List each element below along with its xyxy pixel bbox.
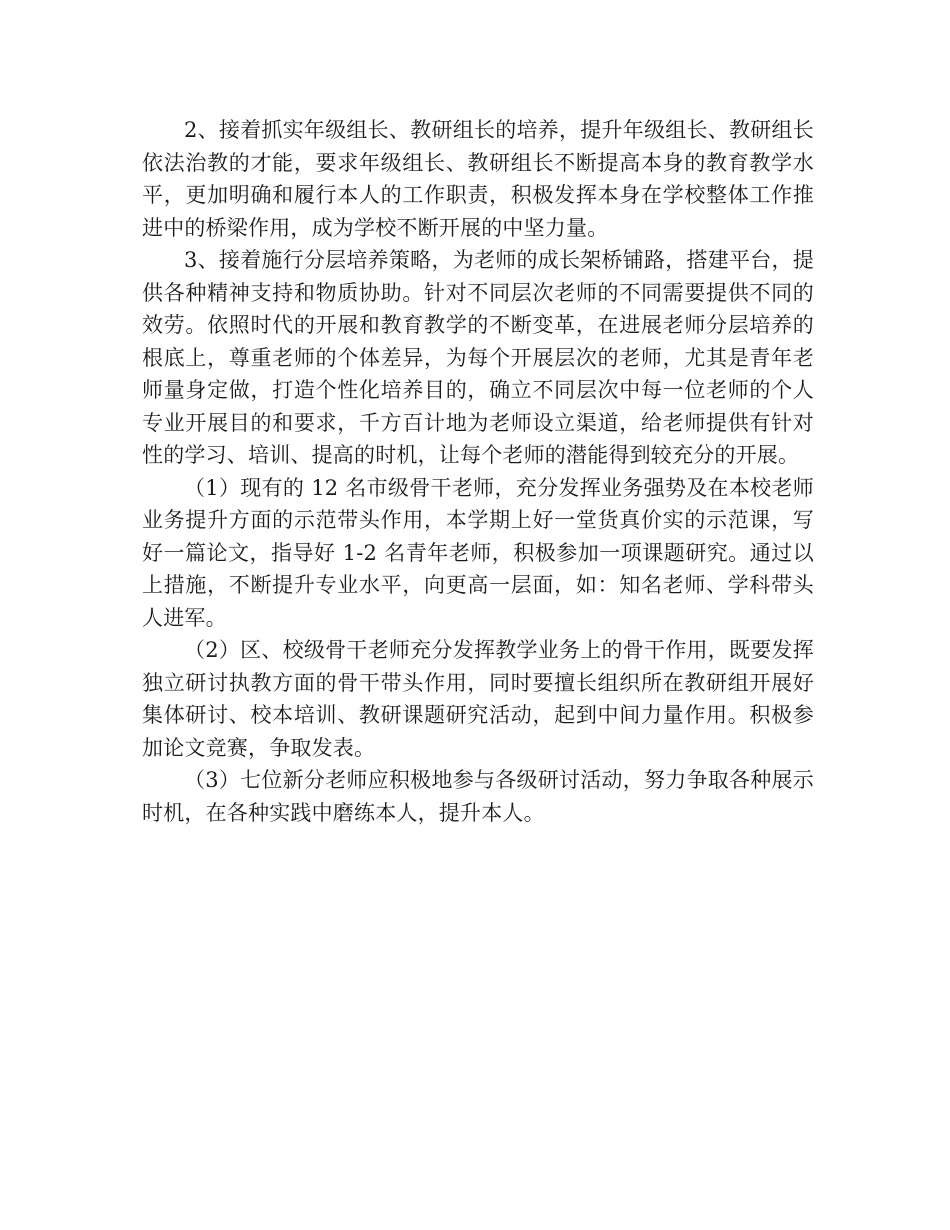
paragraph-item-2: 2、接着抓实年级组长、教研组长的培养，提升年级组长、教研组长依法治教的才能，要求年级组长、教研组长不断提高本身的教育教学水平，更加明确和履行本人的工作职责，积极发挥本身在学校整体工作推进中的桥梁作用，成为学校不断开展的中坚力量。 [142, 118, 814, 240]
paragraph-subitem-3: （3）七位新分老师应积极地参与各级研讨活动，努力争取各种展示时机，在各种实践中磨练本人，提升本人。 [142, 768, 814, 825]
paragraph-item-3: 3、接着施行分层培养策略，为老师的成长架桥铺路，搭建平台，提供各种精神支持和物质协助。针对不同层次老师的不同需要提供不同的效劳。依照时代的开展和教育教学的不断变革，在进展老师分层培养的根底上，尊重老师的个体差异，为每个开展层次的老师，尤其是青年老师量身定做，打造个性化培养目的，确立不同层次中每一位老师的个人专业开展目的和要求，千方百计地为老师设立渠道，给老师提供有针对性的学习、培训、提高的时机，让每个老师的潜能得到较充分的开展。 [142, 248, 814, 467]
paragraph-subitem-2: （2）区、校级骨干老师充分发挥教学业务上的骨干作用，既要发挥独立研讨执教方面的骨干带头作用，同时要擅长组织所在教研组开展好集体研讨、校本培训、教研课题研究活动，起到中间力量作用。积极参加论文竞赛，争取发表。 [142, 638, 814, 760]
document-body [142, 114, 814, 829]
paragraph-subitem-1: （1）现有的 12 名市级骨干老师，充分发挥业务强势及在本校老师业务提升方面的示范带头作用，本学期上好一堂货真价实的示范课，写好一篇论文，指导好 1-2 名青年老师，积极参加一项课题研究。通过以上措施，不断提升专业水平，向更高一层面，如：知名老师、学科带头人进军。 [142, 475, 814, 630]
